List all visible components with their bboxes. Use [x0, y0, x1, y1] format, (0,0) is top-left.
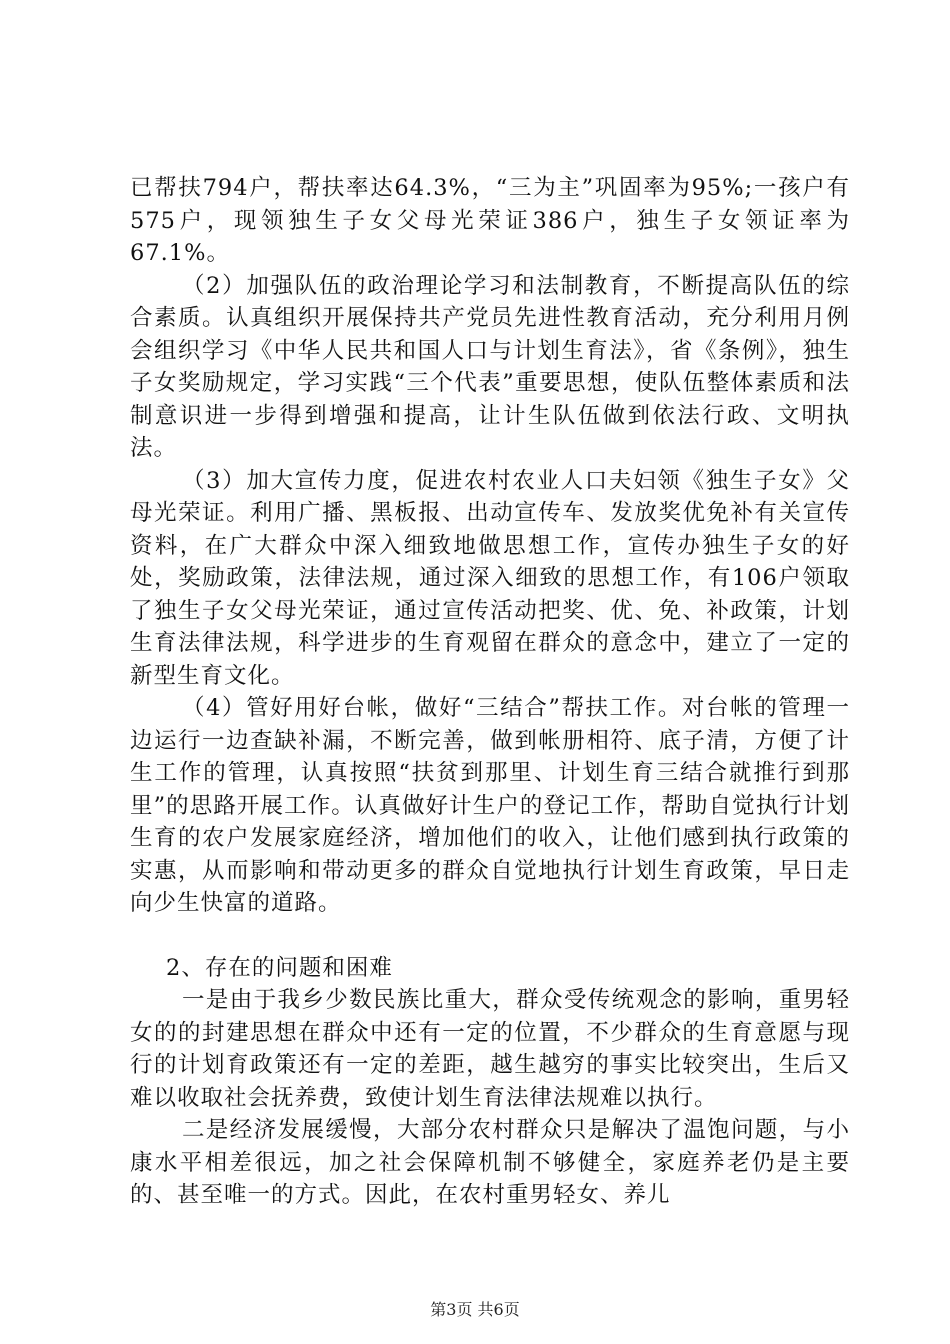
- paragraph-item-3: （3）加大宣传力度，促进农村农业人口夫妇领《独生子女》父母光荣证。利用广播、黑板报、出动宣传车、发放奖优免补有关宣传资料，在广大群众中深入细致地做思想工作，宣传办独生子女的好处，奖励政策，法律法规，通过深入细致的思想工作，有106户领取了独生子女父母光荣证，通过宣传活动把奖、优、免、补政策，计划生育法律法规，科学进步的生育观留在群众的意念中，建立了一定的新型生育文化。: [130, 467, 850, 689]
- page-footer: 第3页 共6页: [430, 1300, 520, 1319]
- section-heading: 2、存在的问题和困难: [166, 954, 393, 981]
- paragraph-continuation: 已帮扶794户，帮扶率达64.3%，“三为主”巩固率为95%;一孩户有575户，现领独生子女父母光荣证386户，独生子女领证率为67.1%。: [130, 175, 850, 266]
- paragraph-item-2: （2）加强队伍的政治理论学习和法制教育，不断提高队伍的综合素质。认真组织开展保持共产党员先进性教育活动，充分利用月例会组织学习《中华人民共和国人口与计划生育法》，省《条例》，独生子女奖励规定，学习实践“三个代表”重要思想，使队伍整体素质和法制意识进一步得到增强和提高，让计生队伍做到依法行政、文明执法。: [130, 272, 850, 461]
- paragraph-problem-1: 一是由于我乡少数民族比重大，群众受传统观念的影响，重男轻女的的封建思想在群众中还有一定的位置，不少群众的生育意愿与现行的计划育政策还有一定的差距，越生越穷的事实比较突出，生后又难以收取社会抚养费，致使计划生育法律法规难以执行。: [130, 987, 850, 1111]
- paragraph-problem-2: 二是经济发展缓慢，大部分农村群众只是解决了温饱问题，与小康水平相差很远，加之社会保障机制不够健全，家庭养老仍是主要的、甚至唯一的方式。因此，在农村重男轻女、养儿: [130, 1117, 850, 1208]
- paragraph-item-4: （4）管好用好台帐，做好“三结合”帮扶工作。对台帐的管理一边运行一边查缺补漏，不断完善，做到帐册相符、底子清，方便了计生工作的管理，认真按照“扶贫到那里、计划生育三结合就推行到那里”的思路开展工作。认真做好计生户的登记工作，帮助自觉执行计划生育的农户发展家庭经济，增加他们的收入，让他们感到执行政策的实惠，从而影响和带动更多的群众自觉地执行计划生育政策，早日走向少生快富的道路。: [130, 695, 850, 916]
- document-body: [130, 172, 850, 1212]
